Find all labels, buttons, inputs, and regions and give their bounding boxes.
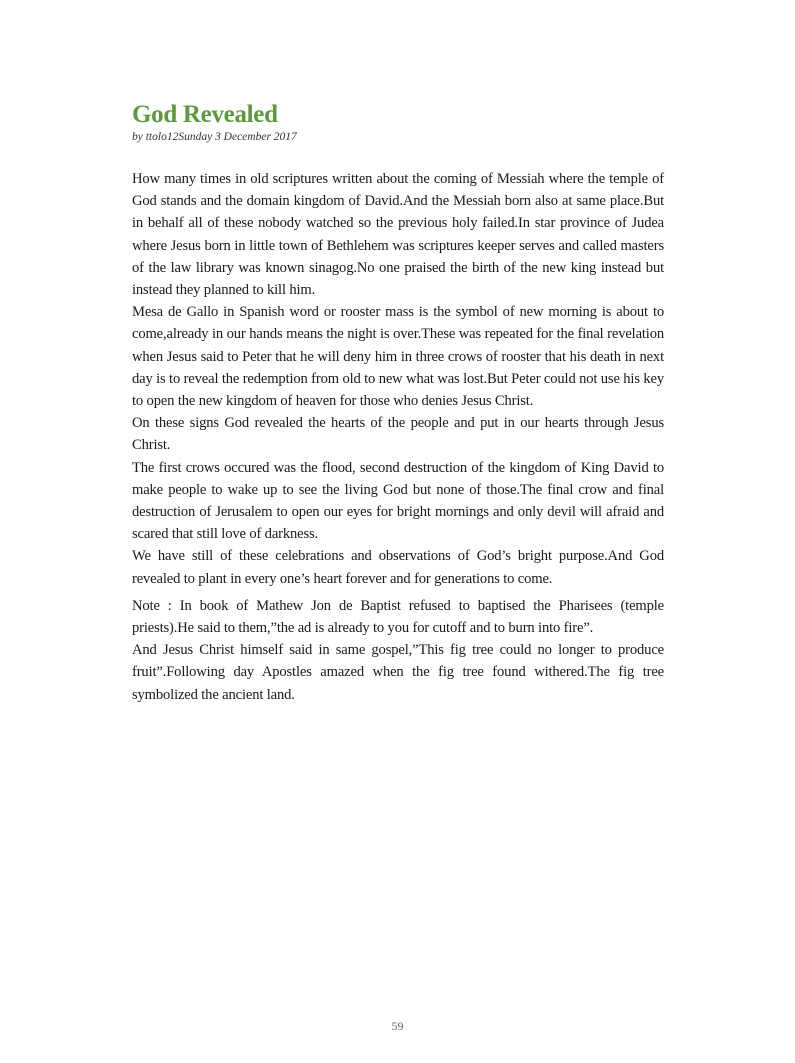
note-block [132, 595, 664, 706]
note-paragraph: And Jesus Christ himself said in same gospel,”This fig tree could no longer to produce fruit”.Following day Apostles amazed when the fig tree found withered.The fig tree symbolized the ancient land. [132, 642, 664, 703]
paragraph: How many times in old scriptures written about the coming of Messiah where the temple of God stands and the domain kingdom of David.And the Messiah born also at same place.But in behalf all of these nobody watched so the previous holy failed.In star province of Judea where Jesus born in little town of Bethlehem was scriptures keeper serves and called masters of the law library was known sinagog.No one praised the birth of the new king instead but instead they planned to kill him. [132, 171, 664, 299]
page-content [132, 100, 664, 706]
page-number: 59 [391, 1019, 404, 1033]
note-paragraph: Note : In book of Mathew Jon de Baptist refused to baptised the Pharisees (temple priests).He said to them,”the ad is already to you for cutoff and to burn into fire”. [132, 597, 664, 637]
byline: by ttolo12Sunday 3 December 2017 [132, 131, 297, 143]
paragraph: Mesa de Gallo in Spanish word or rooster mass is the symbol of new morning is about to come,already in our hands means the night is over.These was repeated for the final revelation when Jesus said to Peter that he will deny him in three crows of rooster that his death in next day is to reveal the redemption from old to new what was lost.But Peter could not use his key to open the new kingdom of heaven for those who denies Jesus Christ. [132, 304, 664, 410]
paragraph: On these signs God revealed the hearts of the people and put in our hearts through Jesus Christ. [132, 415, 664, 454]
paragraph: We have still of these celebrations and observations of God’s bright purpose.And God revealed to plant in every one’s heart forever and for generations to come. [132, 548, 664, 587]
paragraph: The first crows occured was the flood, second destruction of the kingdom of King David to make people to wake up to see the living God but none of those.The final crow and final destruction of Jerusalem to open our eyes for bright mornings and only devil will afraid and scared that still love of darkness. [132, 459, 664, 543]
body-text [132, 168, 664, 590]
page-title: God Revealed [132, 101, 278, 128]
